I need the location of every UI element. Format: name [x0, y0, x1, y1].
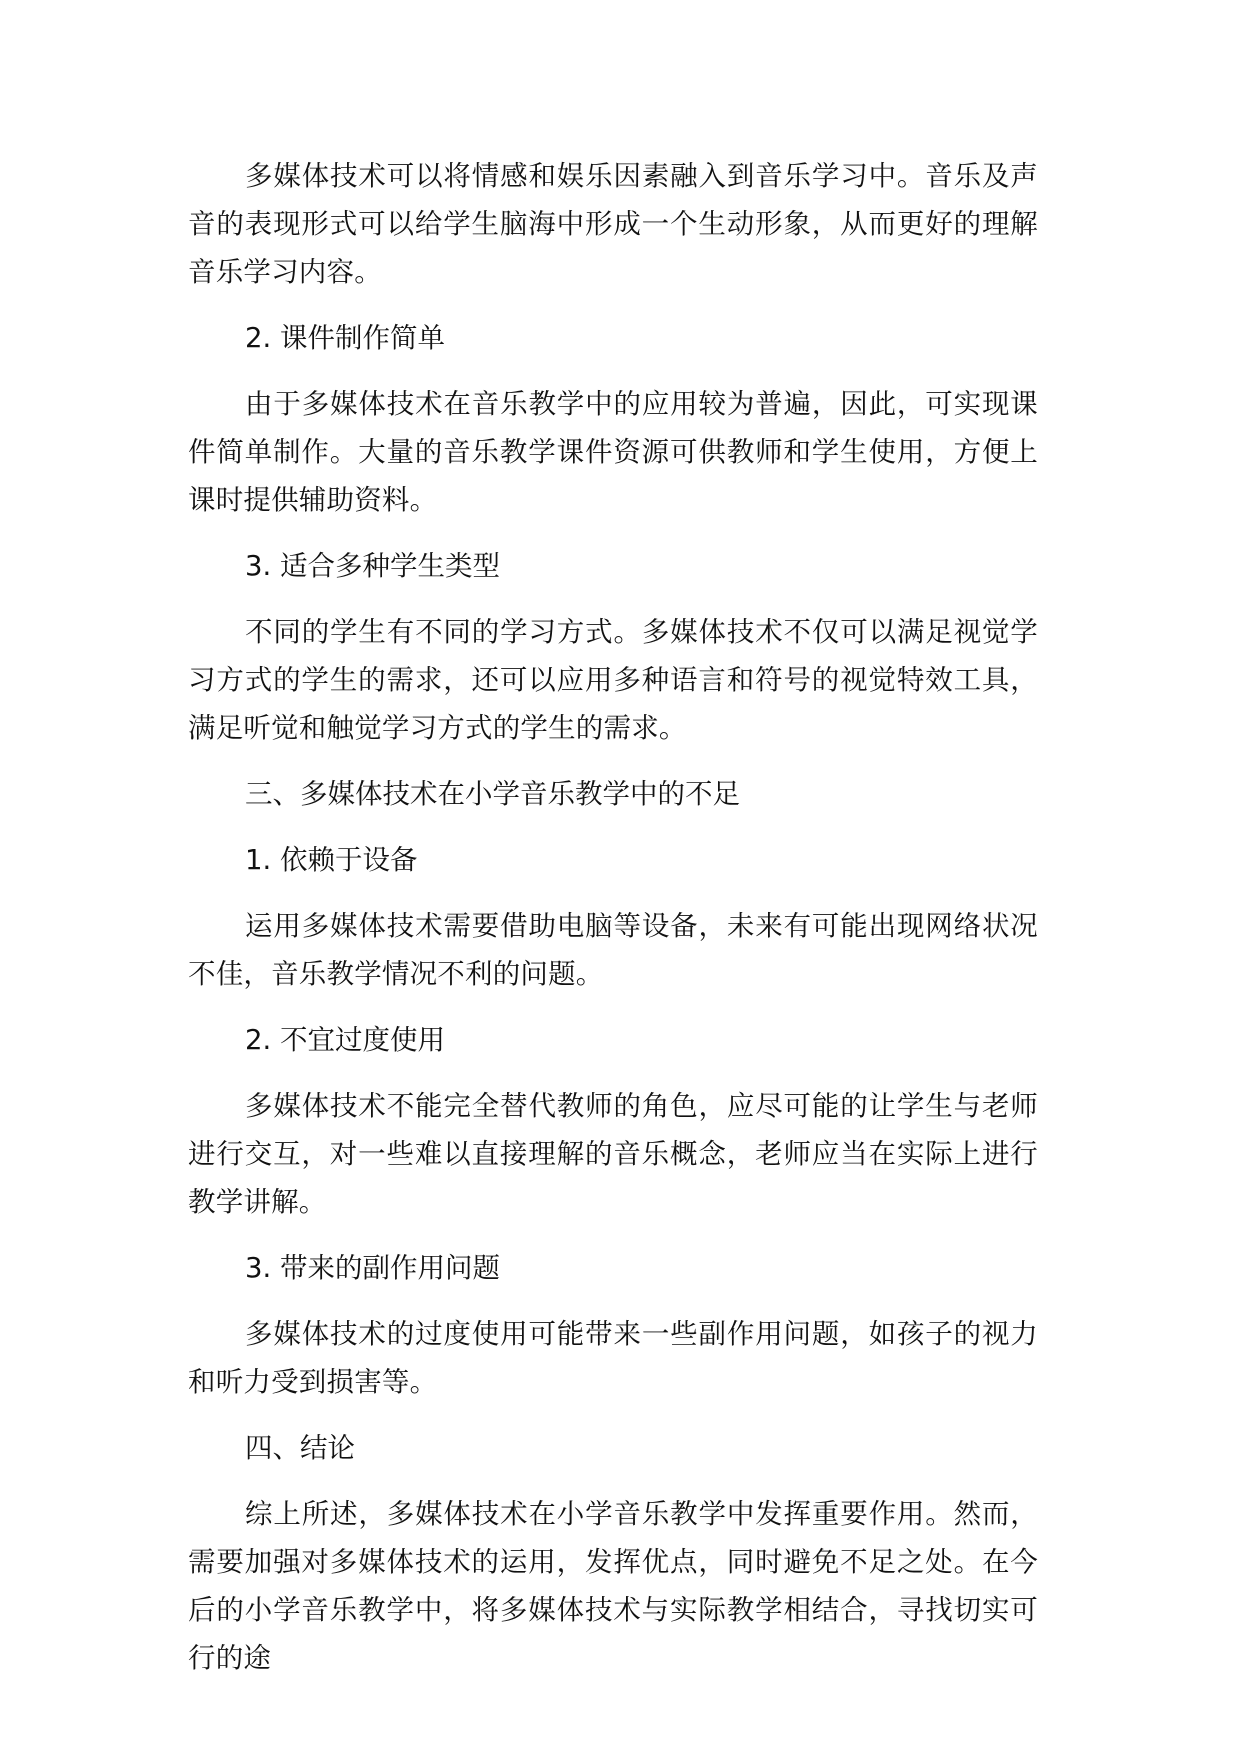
- paragraph-learning-styles: 不同的学生有不同的学习方式。多媒体技术不仅可以满足视觉学习方式的学生的需求，还可以应用多种语言和符号的视觉特效工具，满足听觉和触觉学习方式的学生的需求。: [188, 616, 1038, 744]
- heading-student-types: 3. 适合多种学生类型: [245, 550, 500, 582]
- heading-no-overuse: 2. 不宜过度使用: [245, 1024, 445, 1056]
- paragraph-emotion-entertainment: 多媒体技术可以将情感和娱乐因素融入到音乐学习中。音乐及声音的表现形式可以给学生脑海中形成一个生动形象，从而更好的理解音乐学习内容。: [188, 160, 1038, 288]
- heading-section-three-shortcomings: 三、多媒体技术在小学音乐教学中的不足: [245, 778, 740, 810]
- heading-device-dependence: 1. 依赖于设备: [245, 844, 418, 876]
- heading-side-effects: 3. 带来的副作用问题: [245, 1252, 500, 1284]
- paragraph-device-dependence: 运用多媒体技术需要借助电脑等设备，未来有可能出现网络状况不佳，音乐教学情况不利的问题。: [188, 910, 1038, 990]
- document-body: [188, 152, 1038, 1682]
- paragraph-teacher-role: 多媒体技术不能完全替代教师的角色，应尽可能的让学生与老师进行交互，对一些难以直接理解的音乐概念，老师应当在实际上进行教学讲解。: [188, 1090, 1038, 1218]
- heading-section-four-conclusion: 四、结论: [245, 1432, 355, 1464]
- paragraph-side-effects: 多媒体技术的过度使用可能带来一些副作用问题，如孩子的视力和听力受到损害等。: [188, 1318, 1038, 1398]
- heading-courseware-simple: 2. 课件制作简单: [245, 322, 445, 354]
- paragraph-conclusion: 综上所述，多媒体技术在小学音乐教学中发挥重要作用。然而，需要加强对多媒体技术的运用，发挥优点，同时避免不足之处。在今后的小学音乐教学中，将多媒体技术与实际教学相结合，寻找切实可行的途: [188, 1498, 1038, 1674]
- paragraph-courseware: 由于多媒体技术在音乐教学中的应用较为普遍，因此，可实现课件简单制作。大量的音乐教学课件资源可供教师和学生使用，方便上课时提供辅助资料。: [188, 388, 1038, 516]
